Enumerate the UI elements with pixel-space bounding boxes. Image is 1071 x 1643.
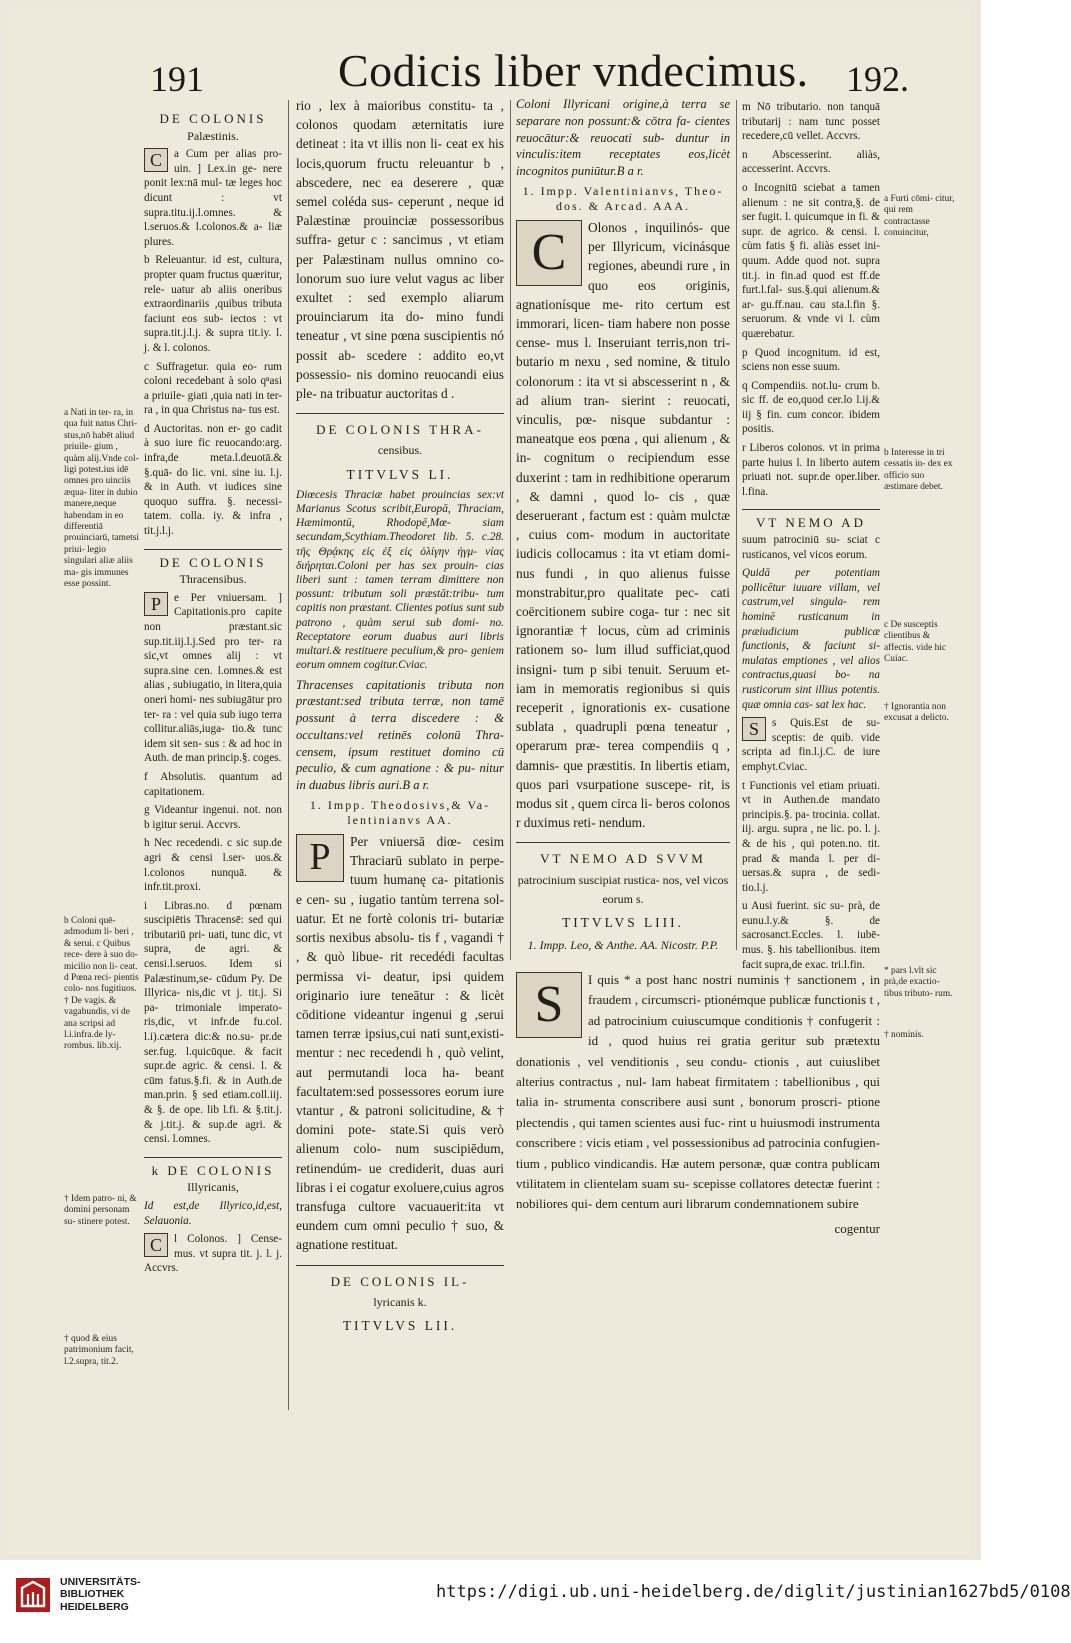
title-subheading: censibus. xyxy=(377,443,423,458)
page-number-right: 192. xyxy=(846,59,909,99)
column-rule xyxy=(510,100,511,960)
gloss-paragraph: f Absolutis. quantum ad capitationem. xyxy=(144,770,282,798)
title-subheading: lyricanis k. xyxy=(373,1294,427,1309)
gloss-paragraph: h Nec recedendi. c sic sup.de agri & censi l.ser- uos.& l.colonos nunquā. & infr.tit.proxi. xyxy=(144,837,282,894)
summary-text: Thracenses capitationis tributa non præstant:sed tributa terræ, non tamē possunt à terra discedere : & occultans:vel retinēs colonū Thra- censem, ipsum restituet domino cū peculio, & cum agnatione : & pu- nitur in duabus libris auri.B a r. xyxy=(296,677,504,793)
gloss-paragraph: r Liberos colonos. vt in prima parte huius l. In liberto autem priuati not. supr.de oper.liber. l.fina. xyxy=(742,442,880,498)
title-heading: DE COLONIS IL- xyxy=(330,1273,470,1289)
gloss-paragraph: Id est,de Illyrico,id,est, Selauonia. xyxy=(144,1199,282,1227)
gloss-paragraph: S s Quis.Est de su- sceptis: de quib. vide scripta ad fin.l.j.C. de iure emphyt.Cviac. xyxy=(742,717,880,773)
section-subheading: Illyricanis, xyxy=(187,1180,239,1195)
law-text: rio , lex à maioribus constitu- ta , colonos quodam æternitatis iure detineat : ita vt illis non li- ceat ex his locis,quorum fructu releuantur b , abscedere, nec ea deserere , quæ semel coléda sus- ceperunt , neque id Palæstinæ prouinciæ possessoribus suffra- getur c : sancimus , vt etiam per Palæstinam nullus omnino co- lonorum suo iure velut vagus ac liber exultet : sed exemplo aliarum prouinciarum ita do- mino fundi teneatur , vt sine pœna suscipientis nó possit ab- scedere : addito eo,vt possessio- nis domino reuocandi eius ple- na tribuatur auctoritas d . xyxy=(296,98,504,402)
gloss-column-right xyxy=(742,100,880,971)
constitution-heading: 1. Impp. Theodosivs,& Va- lentinianvs AA. xyxy=(309,798,491,828)
drop-cap: S xyxy=(742,717,766,741)
divider xyxy=(144,549,282,550)
section-heading: DE COLONIS xyxy=(159,111,267,126)
library-name: UNIVERSITÄTS- BIBLIOTHEK HEIDELBERG xyxy=(60,1576,141,1613)
gloss-paragraph: o Incognitū sciebat a tamen alienum : ne sit contra,§. de ser fugit. l. quicumque in fi. & supr. de agrico. & censi. l. cùm fatis § fi. aliàs esset ini- quum. Adde quod not. supra tit.j. in fin.ad quod est ff.de furt.l.fal- sus.§.qui alienum.& ar- gu.ff.nau. cau sta.l.fin §. seruorum. & vnde vi l. cùm quærebatur. xyxy=(742,181,880,340)
margin-note: c De susceptis clientibus & affectis. vide hic Cuiac. xyxy=(884,620,947,665)
divider xyxy=(516,842,730,843)
law-text-wide xyxy=(516,970,880,1366)
margin-note: a Nati in ter- ra, in qua fuit natus Chri- stus,nō habēt aliud priuile- gium , quàm alij.Vnde col- ligi potest.ius idē omnes pro uinciis æqua- liter in dubio manere,neque habendam in eo differentiā prouinciarū, tametsi priui- legio singulari aliæ aliis ma- gis immunes esse possint. xyxy=(64,408,139,590)
gloss-paragraph: P e Per vniuersam. ] Capitationis.pro capite non præstant.sic sup.tit.iij.l.j.Sed pro ter- ra sic,vt omnes alij : vt supra.sine cen. l.omnes.& est alias , subiugatio, in litera,quia oneri homi- nes subiugātur pro ter- ra : vel quia sub iugo terra collitur.aliās,iuga- tio.& tunc idem sit sen- sus : & ad hoc in Auth. de man princip.§. coges. xyxy=(144,591,282,765)
drop-cap: C xyxy=(144,148,168,172)
divider xyxy=(144,1157,282,1158)
divider xyxy=(296,1265,504,1266)
gloss-paragraph: u Ausi fuerint. sic su- prà, de eunu.l.y.& §. de sacrosanct.Eccles. l. iubē- mus. §. his tabellionibus. item facit supra,de exac. tri.l.fin. xyxy=(742,900,880,971)
gloss-paragraph: g Videantur ingenui. not. non b igitur serui. Accvrs. xyxy=(144,804,282,831)
gloss-paragraph: b Releuantur. id est, cultura, propter quam fructus quæritur, rele- uatur ab aliis oneribus extraordinariis ,quibus tributa faciunt eos sub- iectos : vt supra.tit.j.l.j. & supra tit.iy. l. j. & l. colonos. xyxy=(144,254,282,354)
title-heading: DE COLONIS THRA- xyxy=(316,422,484,438)
divider xyxy=(742,509,880,510)
gloss-paragraph: c Suffragetur. quia eo- rum coloni recedebant à solo qⁿasi a priuile- giati ,quia nati in ter- ra , in qua Christus na- tus est. xyxy=(144,360,282,417)
divider xyxy=(296,413,504,414)
gloss-paragraph: d Auctoritas. non er- go cadit à suo iure fic reuocando:arg. infra,de meta.l.deuotā.& §.quā- do lic. vni. sine iu. l.j. & in Auth. vt iudices sine quoquo suffra. §. necessi- tatem. colla. iy. & infra , tit.j.l.j. xyxy=(144,422,282,538)
drop-cap: S xyxy=(516,972,582,1038)
margin-note: b Coloni quē- admodum li- beri , & serui. c Quibus rece- dere à suo do- micilio non li- ceat. d Pœna reci- pientis colo- nos fugitiuos. † De vagis. & vagabundis, vi de ana scripsi ad l.i.infra.de ly- rombus. lib.xij. xyxy=(64,916,139,1052)
gloss-paragraph: i Libras.no. d pœnam suscipiētis Thracensē: sed qui tributariū pri- uati, tunc dic, vt supra, de agri. & censi.l.seruos. Idem si Palæstinum,se- cūdum Py. De Illyrica- nis,dic vt j. tit.j. Si pa- trimoniale imperato- ris,dic, vt infr.de fu.col. l.i).cætera dic:& no.su- pr.de ser.fug. l.quicūque. & facit supr.de agric. & censi. l. & cūm fatus.§.fi. & in Auth.de man.prin. § sed etiam.coll.iij. & §. de ope. lib l.fi. & §.tit.j. & j.tit.j. & sup.de agri. & censi. l.omnes. xyxy=(144,899,282,1146)
section-heading: DE COLONIS xyxy=(159,554,267,570)
section-subheading: Thracensibus. xyxy=(179,572,247,587)
law-text: S I quis * a post hanc nostri numinis † sanctionem , in fraudem , circumscri- ptionémque publicæ functionis t , ad patrocinium cuiuscumque conditionis † confugerit : id , quod huius rei gratia geritur sub prætextu donationis , vel venditionis , seu condu- ctionis , aut cuiuslibet alterius contractus , nul- lam habeat firmitatem : tabellionibus , qui talia in- strumenta conscribere ausi sunt , bonorum proscri- ptione plectendis , qui tamen scientes ausi fuc- rint u huiusmodi instrumenta conscribere : vicis etiam , vel possessionibus ad patrocinia confugien- tium , publico vindicandis. Hæ autem personæ, quæ contra publicam vtilitatem in clientelam suam su- scepisse collatores detectæ fuerint : nobiliores qui- dem centum auri librarum condemnationem subire xyxy=(516,972,880,1212)
section-heading: VT NEMO AD xyxy=(756,515,866,531)
margin-note: † quod & eius patrimonium facit, l.2.supra, tit.2. xyxy=(64,1334,134,1367)
drop-cap: C xyxy=(144,1233,168,1257)
gloss-paragraph: n Abscesserint. aliàs, accesserint. Accvrs. xyxy=(742,148,880,176)
drop-cap: P xyxy=(144,592,168,616)
margin-note: † Ignorantia non excusat a delicto. xyxy=(884,702,949,724)
gloss-paragraph: q Compendiis. not.lu- crum b. sic ff. de eo,quod cer.lo l.ij.& iij § fin. cum concor. ibidem positis. xyxy=(742,379,880,436)
law-text: C Olonos , inquilinós- que per Illyricum, vicinásque regiones, abeundi rure , in quo eos originis, agnationísque me- rito certum est immorari, licen- tiam habere non posse cense- mus l. Inseruiant terris,non tri- butario m nexu , sed nomine, & titulo colonorum : ita vt si abscesserint n , & ad alium tran- sierint : reuocati, vinculis, pœ- nisque subdantur : maneatque eos pœna , qui alienum , & in- cognitum o recipiendum esse duxerint : tam in redhibitione operarum , & damni , quod lo- cis , quæ deseruerant , factum est : quàm mulctæ , cuius com- modum in auctoritate iudicis collocamus : ita vt etiam domi- nus fundi , in quo alienus fuisse monstrabitur,pro qualitate pec- cati coërcitionem subire coga- tur : nec sit ignorantiæ † locus, cùm ad criminis rationem so- lum illud sufficiat,quod insigni- tum p sibi tenuit. Seruum et- iam in memoratis regionibus si quis receperit , ignorationis ex- cusatione sublata , quadrupli pœna teneatur , operarum præ- terea compendiis q , damnis- que præstitis. In libertis etiam, quos pari vsurpatione suscepe- rit, is modus sit , quem circa li- beros colonos r duximus reti- nendum. xyxy=(516,219,730,831)
gloss-paragraph: C l Colonos. ] Cense- mus. vt supra tit. j. l. j. Accvrs. xyxy=(144,1233,282,1275)
title-heading: VT NEMO AD SVVM xyxy=(540,851,706,867)
column-rule xyxy=(736,100,737,950)
viewer-footer xyxy=(0,1560,1071,1643)
drop-cap: P xyxy=(296,834,344,882)
margin-note: b Interesse in tri cessatis in- dex ex officio suo æstimare debet. xyxy=(884,448,953,493)
catchword: cogentur xyxy=(834,1220,880,1236)
title-number: TITVLVS LIII. xyxy=(562,915,684,931)
gloss-paragraph: m Nō tributario. non tanquā tributarij : nam tunc posset recedere,cū vellet. Accvrs. xyxy=(742,101,880,143)
section-subheading: Palæstinis. xyxy=(187,128,239,143)
book-leaf xyxy=(8,8,970,1553)
running-header xyxy=(8,38,970,99)
drop-cap: C xyxy=(516,220,582,286)
section-heading: k DE COLONIS xyxy=(151,1162,275,1178)
gloss-paragraph: Quidā per potentiam pollicētur iuuare villam, vel castrum,vel singula- rem hominē rusticanum in præiudicium publicæ functionis, & faciunt si- mulatas emptiones , vel alios contractus,quasi bo- na rusticorum sint illius potentis. quæ omnia cas- sat lex hac. xyxy=(742,567,880,711)
page-number-left: 191 xyxy=(150,59,204,99)
margin-note: a Furti cōmi- citur, qui rem contractasse conuincitur, xyxy=(884,194,955,239)
title-subheading: patrocinium suscipiat rustica- nos, vel vicos eorum s. xyxy=(517,872,729,906)
running-title: Codicis liber vndecimus. xyxy=(338,45,809,96)
gloss-paragraph: C a Cum per alias pro- uin. ] Lex.in ge- nere ponit lex:nā mul- tæ leges hoc dicunt : vt supra.titu.ij.l.omnes. & l.seruos.& l.colonos.& a- liæ plures. xyxy=(144,148,282,248)
gloss-paragraph: p Quod incognitum. id est, sciens non esse suum. xyxy=(742,346,880,374)
summary-text: Coloni Illyricani origine,à terra se separare non possunt:& cōtra fa- cientes reuocātur:& reuocati sub- duntur in vinculis:item receptates eos,licèt incognitos puniūtur.B a r. xyxy=(516,97,730,179)
column-rule xyxy=(288,100,289,1410)
margin-note: † nominis. xyxy=(884,1030,924,1040)
gloss-paragraph: t Functionis vel etiam priuati. vt in Authen.de mandato principis.§. pa- trocinia. collat. iij. argu. supra , ne lic. po. l. j. & de his , qui poten.no. tit. prad & manda l. per di- uersas.& supra , de sedi- tio.l.j. xyxy=(742,779,880,894)
margin-note: * pars l.vlt sic prà,de exactio- tibus tributo- rum. xyxy=(884,966,953,999)
title-number: TITVLVS LII. xyxy=(342,1317,458,1333)
library-logo-icon xyxy=(14,1576,52,1614)
constitution-heading: 1. Impp. Leo, & Anthe. AA. Nicostr. P.P. xyxy=(527,938,719,953)
title-number: TITVLVS LI. xyxy=(346,466,454,482)
text-column-2 xyxy=(296,96,504,1496)
source-url[interactable]: https://digi.ub.uni-heidelberg.de/diglit/justinian1627bd5/0108 xyxy=(436,1582,1071,1602)
gloss-paragraph: suum patrociniū su- sciat c rusticanos, vel vicos eorum. xyxy=(742,534,880,561)
gloss-column-left xyxy=(144,106,282,1356)
constitution-heading: 1. Impp. Valentinianvs, Theo- dos. & Arcad. AAA. xyxy=(522,183,724,213)
summary-note: Diœcesis Thraciæ habet prouincias sex:vt Marianus Scotus scribit,Europā, Thraciam, Hæmimontū, Rhodopē,Mœ- siam secundam,Scythiam.Theodoret lib. 5. c.28. τῆς Θρᾴκης εἰς ἐξ εἰς ὀλίγην ἠγμ- νίας διήρηται.Coloni per has sex prouin- cias liberi sunt : tamen terram dimittere non possunt: tributum soli præstāt:tribu- tum capitis non præstant. Clientes potius sunt sub patrono , quàm serui sub domi- no. Receptatore eorum duabus auri libris multari.& restituere peculium,& pro- geniem eorum omnem cogitur.Cviac. xyxy=(296,488,504,672)
law-text: P Per vniuersā diœ- cesim Thraciarū sublato in perpe- tuum humanę ca- pitationis e cen- su , iugatio tantùm terrena sol- uatur. Et ne fortè colonis tri- butariæ sortis nexibus absolu- tis f , vagandi † , & quò libue- rit recedédi facultas permissa vi- deatur, ipsi quidem originario iure teneātur : & licèt cōditione videantur ingenui g ,serui tamen terræ ipsius,cui nati sunt,existi- mentur : nec recedendi h , quò velint, aut permutandi loca ha- beant facultatem:sed possessores eorum iure vtantur , & patroni solicitudine, & † domini pote- state.Si quis verò alienum colo- num suscipiēdum, retinendúm- ue crediderit, duas auri libras i ei cogatur exoluere,cuius agros transfuga cultore vacuauerit:ita vt eundem cum omni peculio † suo, & agnatione restituat. xyxy=(296,834,504,1253)
text-column-3 xyxy=(516,96,730,956)
margin-note: † Idem patro- ni, & domini personam su- stinere potest. xyxy=(64,1194,137,1227)
